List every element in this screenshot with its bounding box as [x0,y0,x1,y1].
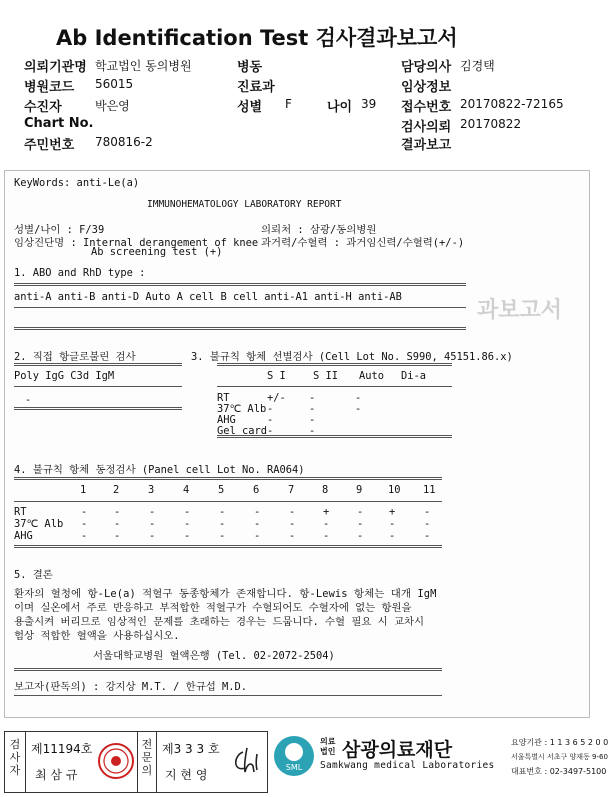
divider [14,477,442,480]
panel-cell: + [389,506,396,518]
keywords: KeyWords: anti-Le(a) [14,177,140,189]
panel-cell: - [323,530,330,542]
field-value: F [285,97,292,111]
panel-cell: - [254,506,261,518]
field-value: 20170822 [460,117,522,131]
panel-cell: - [114,506,121,518]
conclusion-line: 환자의 혈청에 항-Le(a) 적혈구 동종항체가 존재합니다. 항-Lewis 항체는 대개 IgM [14,588,437,600]
screening-row-label: 37℃ Alb [217,403,267,415]
panel-column-header: 5 [218,484,225,496]
field-label: 담당의사 [401,60,452,75]
panel-cell: - [424,530,431,542]
panel-column-header: 10 [388,484,401,496]
screening-cell: - [267,414,274,426]
divider [14,545,442,548]
screening-row-label: RT [217,392,230,404]
logo-text: SML [285,763,303,772]
panel-cell: - [289,530,296,542]
conclusion-line: 이며 실온에서 주로 반응하고 부적합한 적혈구가 수혈되어도 수혈자에 없는 항원을 [14,602,412,614]
screening-cell: - [355,403,362,415]
reporter: 보고자(판독의) : 강지상 M.T. / 한규섭 M.D. [14,681,248,693]
org-english-name: Samkwang medical Laboratories [320,760,495,771]
panel-cell: - [219,530,226,542]
divider [137,732,138,792]
screening-cell: - [309,425,316,437]
dat-columns: Poly IgG C3d IgM [14,370,115,382]
panel-cell: - [219,518,226,530]
panel-column-header: 2 [113,484,120,496]
field-value: 780816-2 [95,135,153,149]
panel-column-header: 8 [322,484,329,496]
screening-cell: - [267,403,274,415]
diagnosis: 임상진단명 : Internal derangement of knee [14,237,259,249]
org-prefix: 의료 법인 [320,737,336,756]
divider [25,732,26,792]
divider [217,363,452,366]
panel-column-header: 9 [356,484,363,496]
divider [14,386,182,387]
panel-row-label: 37℃ Alb [14,518,64,530]
field-label: 검사의뢰 [401,120,452,135]
divider [14,363,182,366]
section-abo: 1. ABO and RhD type : [14,267,146,279]
field-label: 의뢰기관명 [24,60,87,75]
panel-cell: - [424,518,431,530]
field-label: 주민번호 [24,138,75,153]
field-value: 학교법인 동의병원 [95,59,192,73]
panel-column-header: 11 [423,484,436,496]
panel-cell: - [254,530,261,542]
panel-cell: + [323,506,330,518]
section-dat: 2. 직접 항글로불린 검사 [14,351,136,363]
field-value: 39 [361,97,377,111]
field-label: Chart No. [24,116,94,131]
screening-note: Ab screening test (+) [91,246,223,258]
panel-cell: - [81,530,88,542]
divider [14,307,466,308]
lab-report-scan [4,170,590,718]
field-label: 나이 [327,100,353,115]
panel-column-header: 4 [183,484,190,496]
screening-cell: - [309,414,316,426]
screening-row-label: AHG [217,414,236,426]
panel-cell: - [184,518,191,530]
divider [14,283,466,286]
requester-info: 의뢰처 : 삼광/동의병원 [261,224,377,236]
address: 서울특별시 서초구 양재동 9-60 [511,753,608,761]
abo-columns: anti-A anti-B anti-D Auto A cell B cell anti-A1 anti-H anti-AB [14,291,402,303]
panel-cell: - [357,530,364,542]
panel-column-header: 3 [148,484,155,496]
panel-cell: - [254,518,261,530]
panel-cell: - [389,518,396,530]
transfusion-history: 과거력/수혈력 : 과거임신력/수혈력(+/-) [261,237,465,249]
panel-cell: - [323,518,330,530]
panel-cell: - [114,518,121,530]
field-value: 56015 [95,77,134,91]
phone: 대표번호 : 02-3497-5100 [511,767,607,776]
divider [14,668,442,671]
divider [14,407,182,410]
screening-column-header: Auto [359,370,385,382]
field-value: 박은영 [95,99,130,113]
section-conclusion: 5. 결론 [14,569,53,581]
field-label: 진료과 [237,80,275,95]
org-name: 삼광의료재단 [342,739,453,761]
field-label: 병원코드 [24,80,75,95]
divider [217,386,452,387]
panel-column-header: 7 [288,484,295,496]
screening-row-label: Gel card [217,425,268,437]
panel-column-header: 6 [253,484,260,496]
dat-value: - [25,394,32,406]
panel-cell: - [357,518,364,530]
specialist-label: 전문의 [141,738,153,777]
field-label: 결과보고 [401,138,452,153]
panel-cell: - [81,518,88,530]
field-label: 성별 [237,100,263,115]
inspector-name: 최 삼 규 [35,768,78,782]
divider [156,732,157,792]
blood-bank-contact: 서울대학교병원 혈액은행 (Tel. 02-2072-2504) [93,650,335,662]
field-label: 병동 [237,60,263,75]
sml-logo-icon [272,734,316,782]
panel-cell: - [149,530,156,542]
divider [14,501,442,502]
report-title: Ab Identification Test 검사결과보고서 [56,26,458,50]
field-label: 임상정보 [401,80,452,95]
inspector-license: 제11194호 [31,742,93,756]
panel-cell: - [149,506,156,518]
screening-column-header: Di-a [401,370,427,382]
conclusion-line: 용출시켜 버리므로 임상적인 문제를 초래하는 경우는 드뭅니다. 수혈 필요 시 교차시 [14,616,425,628]
signature-box [4,731,268,793]
panel-cell: - [184,506,191,518]
inspector-label: 검사자 [9,738,21,777]
panel-cell: - [424,506,431,518]
panel-cell: - [114,530,121,542]
watermark-text: 과보고서 [477,297,563,323]
field-label: 접수번호 [401,100,452,115]
screening-cell: - [267,425,274,437]
field-value: 20170822-72165 [460,97,564,111]
registration-no: 요양기관 : 1 1 3 6 5 2 0 0 [511,738,608,747]
panel-row-label: AHG [14,530,33,542]
signature-icon [229,744,263,782]
panel-cell: - [219,506,226,518]
divider [14,327,466,330]
inspector-seal-icon [97,742,135,784]
panel-column-header: 1 [80,484,87,496]
screening-cell: - [309,403,316,415]
conclusion-line: 험상 적합한 혈액을 사용하십시오. [14,630,180,642]
panel-cell: - [289,506,296,518]
panel-cell: - [389,530,396,542]
field-value: 김경택 [460,59,495,73]
screening-column-header: S I [267,370,286,382]
specialist-name: 지 현 영 [165,768,208,782]
panel-cell: - [149,518,156,530]
specialist-license: 제3 3 3 호 [162,742,220,756]
panel-cell: - [81,506,88,518]
panel-cell: - [357,506,364,518]
report-heading: IMMUNOHEMATOLOGY LABORATORY REPORT [147,199,342,210]
field-label: 수진자 [24,100,62,115]
section-screening: 3. 불규칙 항체 선별검사 (Cell Lot No. S990, 45151.86.x) [191,351,513,363]
screening-cell: - [309,392,316,404]
screening-cell: - [355,392,362,404]
panel-cell: - [289,518,296,530]
panel-cell: - [184,530,191,542]
panel-row-label: RT [14,506,27,518]
patient-info: 성별/나이 : F/39 [14,224,105,236]
divider [14,695,442,696]
section-panel: 4. 불규칙 항체 동정검사 (Panel cell Lot No. RA064) [14,464,305,476]
screening-cell: +/- [267,392,286,404]
screening-column-header: S II [313,370,339,382]
